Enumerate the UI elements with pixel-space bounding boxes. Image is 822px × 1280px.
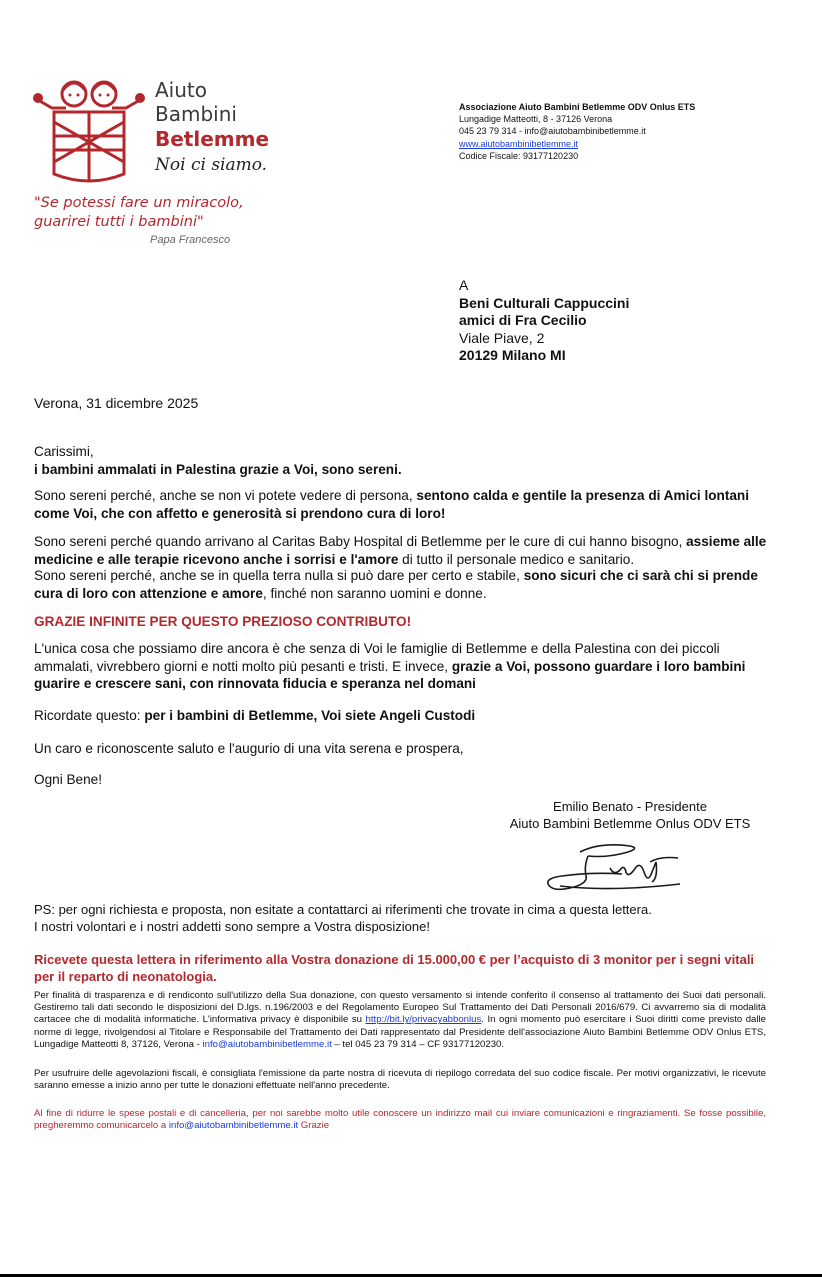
paragraph-4 (34, 640, 774, 693)
sender-contacts: 045 23 79 314 - info@aiutobambinibetlemme.it (459, 126, 646, 137)
thanks-heading: GRAZIE INFINITE PER QUESTO PREZIOSO CONTRIBUTO! (34, 614, 412, 629)
mail-request-tail: Grazie (298, 1120, 330, 1132)
sender-address: Lungadige Matteotti, 8 - 37126 Verona (459, 114, 613, 125)
logo-tagline: Noi ci siamo. (155, 155, 268, 175)
quote-line-2: guarirei tutti i bambini" (34, 214, 204, 230)
logo-text (155, 78, 269, 178)
p3-bold: sono sicuri che ci sarà chi si prende cura di loro con attenzione e amore (34, 568, 758, 601)
handwritten-signature (540, 838, 700, 898)
letter-date: Verona, 31 dicembre 2025 (34, 395, 199, 411)
mail-request-text: Al fine di ridurre le spese postali e di cancelleria, per noi sarebbe molto utile conoscere un indirizzo mail cui inviare comunicazioni e ringraziamenti. Se fosse possibile, pregheremmo comunicarcelo a (34, 1108, 766, 1132)
recipient-block (459, 277, 629, 365)
recipient-line-3: Viale Piave, 2 (459, 329, 545, 346)
mail-request-notice (34, 1108, 766, 1132)
letter-greeting (34, 443, 774, 478)
p4-bold: grazie a Voi, possono guardare i loro bambini guarire e crescere sani, con rinnovata fiducia e speranza nel domani (34, 658, 746, 691)
p2-bold: assieme alle medicine e alle terapie ricevono anche i sorrisi e l'amore (34, 534, 767, 567)
fiscal-notice: Per usufruire delle agevolazioni fiscali, è consigliata l'emissione da parte nostra di ricevuta di riepilogo corredata del suo codice fiscale. Per motivi organizzativi, le ricevute saranno emesse a inizio anno per tutte le donazioni effettuate nell'anno precedente. (34, 1068, 766, 1092)
pope-quote (34, 194, 244, 232)
p2-text: Sono sereni perché quando arrivano al Caritas Baby Hospital di Betlemme per le cure di cui hanno bisogno, (34, 534, 687, 549)
donation-note: Ricevete questa lettera in riferimento alla Vostra donazione di 15.000,00 € per l’acquisto di 3 monitor per i segni vitali per il reparto di neonatologia. (34, 952, 755, 984)
ps-line-2: I nostri volontari e i nostri addetti sono sempre a Vostra disposizione! (34, 919, 430, 934)
sender-tax-code: Codice Fiscale: 93177120230 (459, 150, 579, 161)
paragraph-7: Ogni Bene! (34, 772, 103, 787)
intro-line: i bambini ammalati in Palestina grazie a Voi, sono sereni. (34, 461, 402, 477)
paragraph-1 (34, 487, 774, 522)
bottom-border (0, 1274, 822, 1277)
logo-line-aiuto: Aiuto (155, 78, 207, 102)
p1-bold: sentono calda e gentile la presenza di Amici lontani come Voi, che con affetto e generosità si prendono cura di loro! (34, 488, 750, 521)
logo-mark (30, 76, 148, 188)
paragraph-3 (34, 567, 774, 602)
recipient-line-2: amici di Fra Cecilio (459, 312, 587, 329)
children-logo-icon (30, 76, 148, 188)
sender-website-link[interactable]: www.aiutobambinibetlemme.it (459, 138, 579, 149)
privacy-notice (34, 990, 766, 1051)
quote-line-1: "Se potessi fare un miracolo, (34, 195, 244, 211)
recipient-prefix: A (459, 277, 469, 293)
quote-author: Papa Francesco (150, 234, 231, 246)
signature-block (480, 798, 780, 832)
recipient-line-1: Beni Culturali Cappuccini (459, 294, 630, 311)
privacy-email-link[interactable]: info@aiutobambinibetlemme.it (202, 1038, 332, 1050)
signature-org: Aiuto Bambini Betlemme Onlus ODV ETS (509, 816, 751, 831)
p1-text: Sono sereni perché, anche se non vi potete vedere di persona, (34, 488, 417, 503)
p3-tail: , finché non saranno uomini e donne. (262, 585, 487, 601)
p2-tail: di tutto il personale medico e sanitario. (398, 551, 635, 567)
p5-bold: per i bambini di Betlemme, Voi siete Angeli Custodi (144, 708, 476, 723)
privacy-link[interactable]: http://bit.ly/privacyabbonlus (365, 1014, 482, 1026)
paragraph-5 (34, 707, 774, 725)
ps-line-1: PS: per ogni richiesta e proposta, non esitate a contattarci ai riferimenti che trovate in cima a questa lettera. (34, 902, 652, 917)
privacy-text-3: – tel 045 23 79 314 – CF 93177120230. (331, 1038, 505, 1050)
ps-block (34, 901, 794, 935)
sender-name: Associazione Aiuto Bambini Betlemme ODV Onlus ETS (459, 102, 696, 112)
sender-block (459, 101, 695, 162)
paragraph-2 (34, 533, 774, 568)
paragraph-6: Un caro e riconoscente saluto e l'augurio di una vita serena e prospera, (34, 741, 464, 756)
logo-line-betlemme: Betlemme (155, 127, 270, 151)
privacy-text-2: . In ogni momento può esercitare i Suoi diritti come previsto dalle norme di legge, rivolgendosi al Titolare e Responsabile del Trattamento dei Dati rappresentato dal Presidente dell'associazione Aiuto Bambini Betlemme ODV Onlus ETS, Lungadige Matteotti 8, 37126, Verona - (34, 1014, 766, 1050)
p5-text: Ricordate questo: (34, 708, 145, 723)
privacy-text-1: Per finalità di trasparenza e di rendiconto sull'utilizzo della Sua donazione, con questo versamento si intende conferito il consenso al trattamento dei Suoi dati personali. Gestiremo tali dati secondo le disposizioni del D.lgs. n.196/2003 e del Regolamento Europeo Sul Trattamento dei Dati Personali 2016/679. Ci avvarremo sia di modalità cartacee che di modalità informatiche. L'informativa privacy è disponibile su (34, 990, 766, 1026)
signature-name: Emilio Benato - Presidente (553, 799, 707, 814)
recipient-line-4: 20129 Milano MI (459, 347, 566, 364)
p3-text: Sono sereni perché, anche se in quella terra nulla si può dare per certo e stabile, (34, 568, 524, 583)
greeting: Carissimi, (34, 444, 94, 459)
logo-line-bambini: Bambini (155, 102, 237, 126)
mail-request-email-link[interactable]: info@aiutobambinibetlemme.it (168, 1120, 299, 1132)
p4-text: L'unica cosa che possiamo dire ancora è che senza di Voi le famiglie di Betlemme e della Palestina con dei piccoli ammalati, vivrebbero giorni e notti molto più pesanti e tristi. E invece, (34, 641, 720, 674)
